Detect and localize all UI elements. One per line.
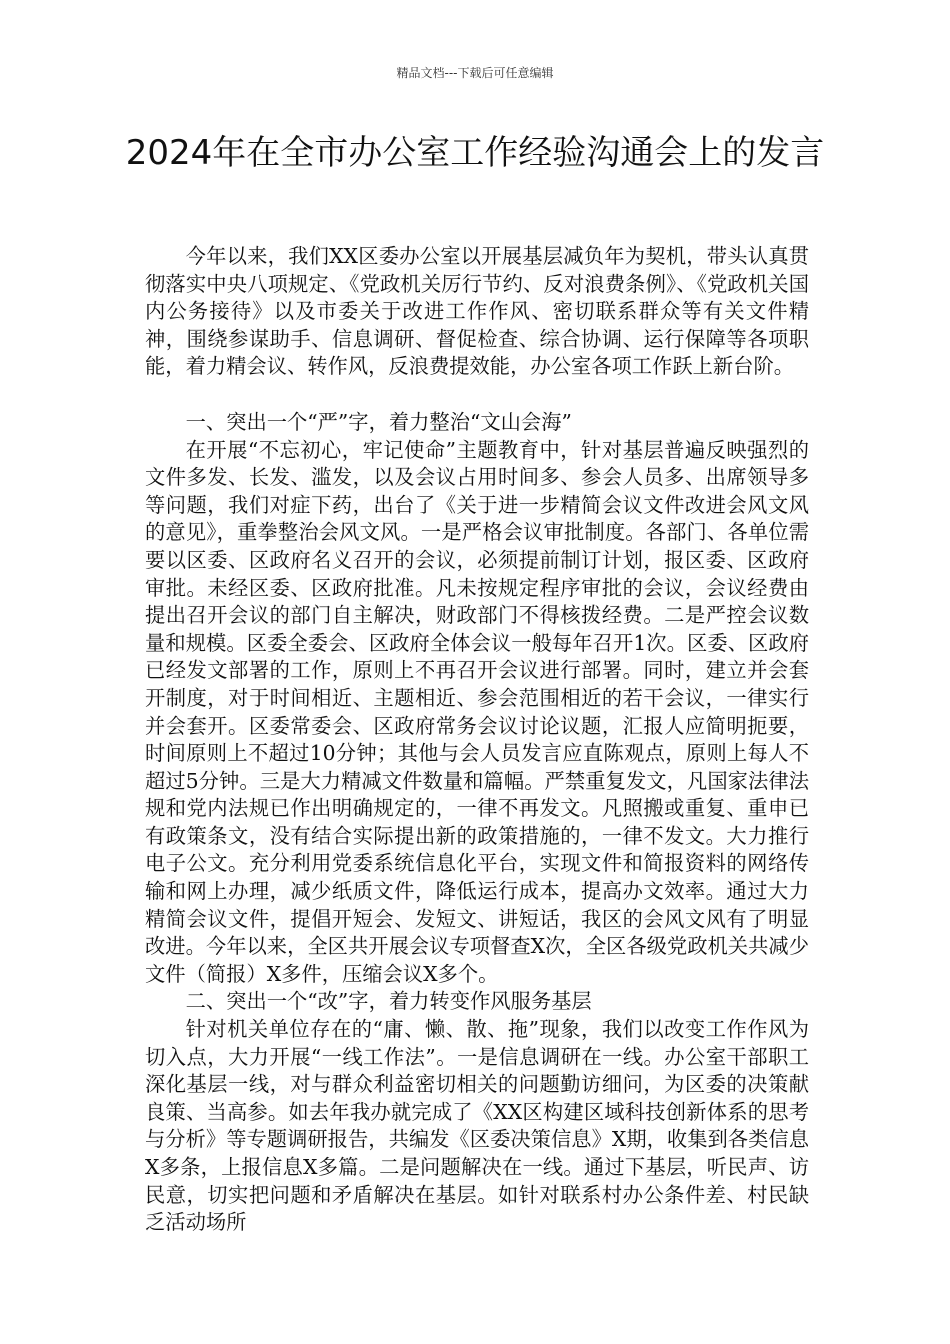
page-header-note: 精品文档---下载后可任意编辑 (396, 66, 554, 80)
intro-paragraph: 今年以来，我们XX区委办公室以开展基层减负年为契机，带头认真贯彻落实中央八项规定、《党政机关厉行节约、反对浪费条例》、《党政机关国内公务接待》以及市委关于改进工作作风、密切联系群众等有关文件精神，围绕参谋助手、信息调研、督促检查、综合协调、运行保障等各项职能，着力精会议、转作风，反浪费提效能，办公室各项工作跃上新台阶。 (145, 244, 809, 379)
section-1-heading: 一、突出一个“严”字，着力整治“文山会海” (185, 409, 572, 434)
section-2-heading: 二、突出一个“改”字，着力转变作风服务基层 (185, 989, 592, 1014)
section-1-paragraph: 在开展“不忘初心，牢记使命”主题教育中，针对基层普遍反映强烈的文件多发、长发、滥发，以及会议占用时间多、参会人员多、出席领导多等问题，我们对症下药，出台了《关于进一步精简会议文件改进会风文风的意见》，重拳整治会风文风。一是严格会议审批制度。各部门、各单位需要以区委、区政府名义召开的会议，必须提前制订计划，报区委、区政府审批。未经区委、区政府批准。凡未按规定程序审批的会议，会议经费由提出召开会议的部门自主解决，财政部门不得核拨经费。二是严控会议数量和规模。区委全委会、区政府全体会议一般每年召开1次。区委、区政府已经发文部署的工作，原则上不再召开会议进行部署。同时，建立并会套开制度，对于时间相近、主题相近、参会范围相近的若干会议，一律实行并会套开。区委常委会、区政府常务会议讨论议题，汇报人应简明扼要，时间原则上不超过10分钟；其他与会人员发言应直陈观点，原则上每人不超过5分钟。三是大力精减文件数量和篇幅。严禁重复发文，凡国家法律法规和党内法规已作出明确规定的，一律不再发文。凡照搬或重复、重申已有政策条文，没有结合实际提出新的政策措施的，一律不发文。大力推行电子公文。充分利用党委系统信息化平台，实现文件和简报资料的网络传输和网上办理，减少纸质文件，降低运行成本，提高办文效率。通过大力精简会议文件，提倡开短会、发短文、讲短话，我区的会风文风有了明显改进。今年以来，全区共开展会议专项督查X次，全区各级党政机关共减少文件（简报）X多件，压缩会议X多个。 (145, 437, 809, 986)
document-body (145, 243, 809, 1237)
document-title: 2024年在全市办公室工作经验沟通会上的发言 (125, 133, 825, 173)
section-2-paragraph: 针对机关单位存在的“庸、懒、散、拖”现象，我们以改变工作作风为切入点，大力开展“一线工作法”。一是信息调研在一线。办公室干部职工深化基层一线，对与群众利益密切相关的问题勤访细问，为区委的决策献良策、当高参。如去年我办就完成了《XX区构建区域科技创新体系的思考与分析》等专题调研报告，共编发《区委决策信息》X期，收集到各类信息X多条，上报信息X多篇。二是问题解决在一线。通过下基层，听民声、访民意，切实把问题和矛盾解决在基层。如针对联系村办公条件差、村民缺乏活动场所 (145, 1017, 809, 1235)
paragraph-gap (145, 381, 809, 409)
